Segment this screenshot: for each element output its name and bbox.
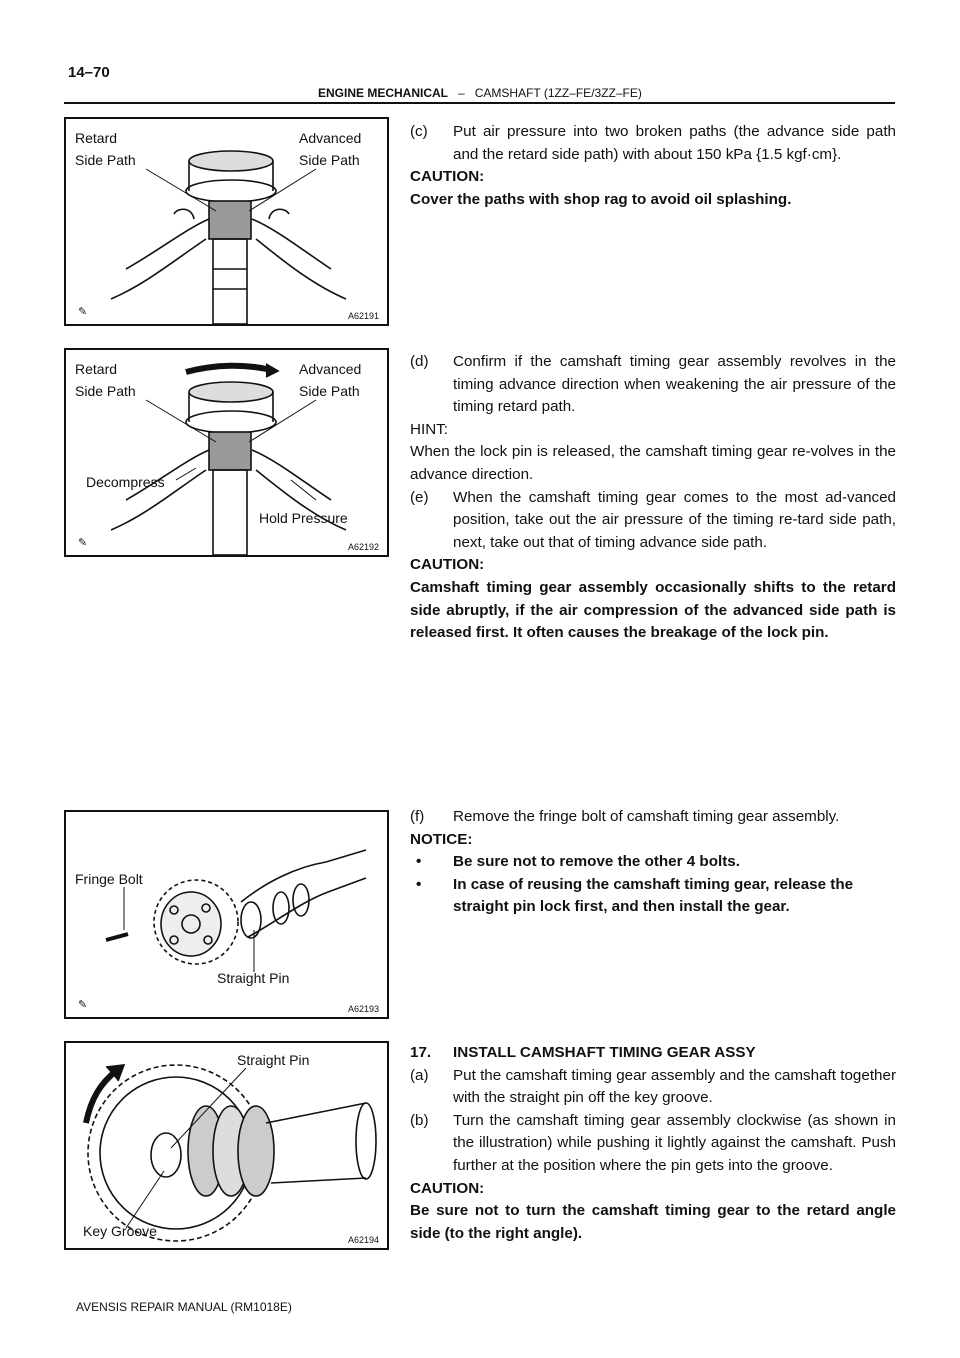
caution-text: Camshaft timing gear assembly occasionally shifts to the retard side abruptly, if the air compression of the advanced side path is released first. It often causes the breakage of the lock pin. [410,578,896,642]
step-text: When the camshaft timing gear comes to the most ad-vanced position, take out the air pressure of the timing re-tard side path, next, take out that of timing advance side path. [453,488,896,551]
label-advanced-side-path: Advanced Side Path [299,130,362,168]
figure-mark-icon: ✎ [78,537,88,549]
caution-text: Be sure not to turn the camshaft timing gear to the retard angle side (to the right angle). [410,1202,896,1242]
step-number: (a) [410,1066,429,1084]
figure-install-gear [64,1041,389,1250]
running-header [318,86,642,100]
step-number: (b) [410,1111,429,1129]
text-block-install [410,1042,896,1245]
figure-code: A62193 [348,1004,380,1014]
step-number: (d) [410,353,429,370]
text-block-air-pressure [410,121,896,211]
caution-label: CAUTION: [410,168,485,186]
gear-install-illustration [66,1043,387,1248]
step-text: Put the camshaft timing gear assembly and the camshaft together with the straight pin off the key groove. [453,1066,896,1107]
page-number: 14–70 [68,64,110,81]
figure-fringe-bolt [64,810,389,1019]
label-advanced-side-path: Advanced Side Path [299,361,362,399]
figure-air-pressure [64,117,389,326]
step-b [410,1110,896,1178]
figure-code: A62191 [348,311,380,321]
caution-label: CAUTION: [410,1179,485,1197]
text-block-remove-bolt [410,806,896,919]
caution-label: CAUTION: [410,556,485,574]
header-rule [64,102,895,104]
label-fringe-bolt: Fringe Bolt [75,871,143,887]
bullet-text: In case of reusing the camshaft timing gear, release the straight pin lock first, and then install the gear. [453,875,854,916]
bullet-text: Be sure not to remove the other 4 bolts. [453,853,740,871]
figure-code: A62192 [348,542,380,552]
step-number: (e) [410,488,429,506]
label-retard-side-path: Retard Side Path [75,361,136,399]
step-text: Turn the camshaft timing gear assembly clockwise (as shown in the illustration) while pushing it lightly against the camshaft. Push further at the position where the pin gets into the groove. [453,1111,896,1174]
step-text: Put air pressure into two broken paths (the advance side path and the retard side path) with about 150 kPa {1.5 kgf·cm}. [453,123,896,163]
header-section: ENGINE MECHANICAL [318,86,449,100]
bullet-icon: • [416,875,422,893]
header-separator: – [458,86,465,100]
step-d [410,351,896,419]
step-text: Confirm if the camshaft timing gear assembly revolves in the timing advance direction when weakening the air pressure of the timing retard path. [453,353,896,416]
label-key-groove: Key Groove [83,1223,157,1239]
step-number: (c) [410,123,428,140]
hint-text: When the lock pin is released, the camshaft timing gear re-volves in the advance direction. [410,443,896,483]
step-title: INSTALL CAMSHAFT TIMING GEAR ASSY [453,1044,756,1061]
step-c [410,121,896,166]
label-straight-pin: Straight Pin [237,1052,310,1068]
footer-manual-id: AVENSIS REPAIR MANUAL (RM1018E) [76,1300,292,1314]
notice-label: NOTICE: [410,830,473,848]
caution-text: Cover the paths with shop rag to avoid oil splashing. [410,190,792,208]
header-subsection: CAMSHAFT (1ZZ–FE/3ZZ–FE) [474,86,642,100]
label-decompress: Decompress [86,474,165,490]
figure-mark-icon: ✎ [78,306,88,318]
figure-decompress [64,348,389,557]
hint-label: HINT: [410,420,448,438]
step-a [410,1065,896,1110]
figure-mark-icon: ✎ [78,999,88,1011]
step-number: (f) [410,808,425,825]
text-block-confirm [410,351,896,645]
notice-bullet [410,874,896,919]
step-e [410,487,896,555]
step-number: 17. [410,1044,432,1061]
step-f [410,806,896,829]
step-text: Remove the fringe bolt of camshaft timing gear assembly. [453,808,840,825]
figure-code: A62194 [348,1235,380,1245]
bullet-icon: • [416,853,422,871]
label-straight-pin: Straight Pin [217,970,290,986]
notice-bullet [410,851,896,874]
label-retard-side-path: Retard Side Path [75,130,136,168]
step-17 [410,1042,896,1065]
label-hold-pressure: Hold Pressure [259,510,348,526]
